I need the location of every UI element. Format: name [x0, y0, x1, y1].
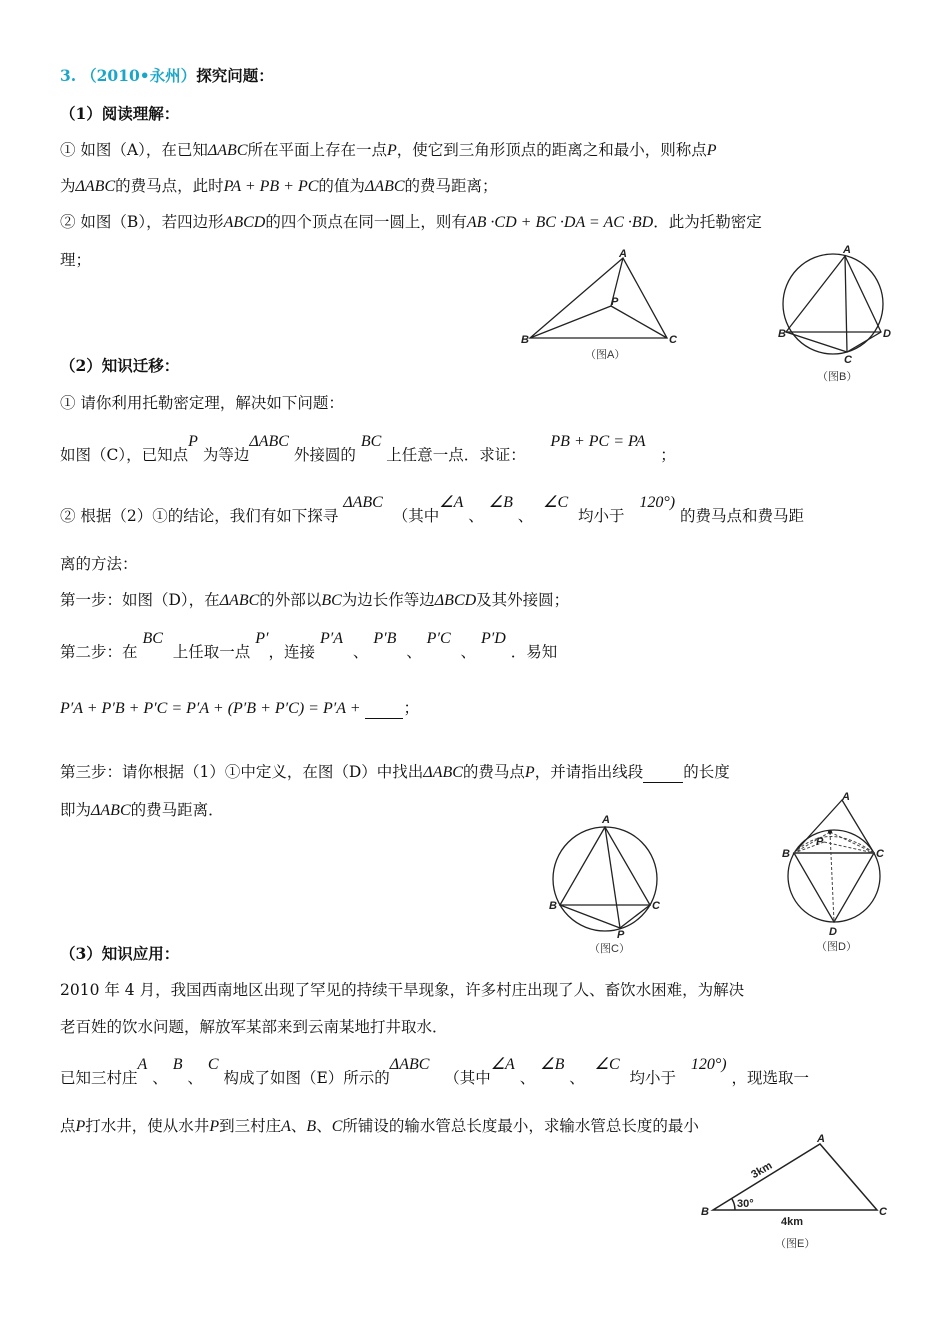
figure-c-label-c: C: [652, 900, 660, 912]
figure-e-label-b: B: [701, 1206, 709, 1218]
section1-line4: 理；: [60, 251, 92, 269]
section2-heading: （2）知识迁移：: [60, 356, 180, 375]
problem-header: [60, 66, 274, 86]
problem-number: 3.: [60, 66, 77, 85]
figure-c-label-a: A: [602, 814, 610, 826]
figure-d-triangle-abc: [794, 800, 874, 853]
section2-equation: P′A + P′B + P′C = P′A + (P′B + P′C) = P′A + ；: [60, 699, 419, 717]
section2-q2: 如图（C），已知点P 为等边ΔABC 外接圆的 BC 上任意一点．求证： PB + PC = PA ；: [60, 433, 676, 464]
figure-d-label-b: B: [782, 848, 790, 860]
figure-d-caption: （图D）: [816, 941, 857, 953]
section3-p2: 老百姓的饮水问题，解放军某部来到云南某地打井取水．: [60, 1018, 448, 1036]
figure-b-quadrilateral: [786, 256, 881, 352]
figure-c-label-p: P: [617, 929, 625, 941]
figure-b-label-d: D: [883, 328, 891, 340]
figure-a-label-b: B: [521, 334, 529, 346]
section1-heading: （1）阅读理解：: [60, 104, 180, 123]
figure-b-label-b: B: [778, 328, 786, 340]
section1-line1: ① 如图（A），在已知ΔABC所在平面上存在一点P，使它到三角形顶点的距离之和最小，则称点P: [60, 141, 717, 159]
figure-d-triangle-bcd: [794, 853, 874, 922]
section1-line2: 为ΔABC的费马点，此时PA + PB + PC的值为ΔABC的费马距离；: [60, 177, 498, 195]
figure-d-label-c: C: [876, 848, 884, 860]
figure-a-segment-pb: [530, 306, 611, 338]
figure-a-label-a: A: [619, 248, 627, 260]
figure-a-label-p: P: [611, 296, 619, 308]
figure-d: [778, 790, 898, 960]
figure-c: [545, 806, 670, 956]
section2-q3: ② 根据（2）①的结论，我们有如下探寻 ΔABC （其中∠A 、 ∠B 、 ∠C 均小于 120°) 的费马点和费马距: [60, 494, 805, 525]
figure-c-segment-pc: [620, 905, 650, 928]
figure-c-caption: （图C）: [589, 943, 630, 955]
figure-e-label-c: C: [879, 1206, 887, 1218]
figure-e: [695, 1130, 895, 1255]
section3-heading: （3）知识应用：: [60, 944, 180, 963]
section2-q4: 离的方法：: [60, 555, 138, 573]
figure-c-label-b: B: [549, 900, 557, 912]
section3-p3: 已知三村庄A 、 B 、 C 构成了如图（E）所示的ΔABC （其中∠A 、 ∠B 、 ∠C 均小于 120°) ，现选取一: [60, 1056, 810, 1087]
section1-line3: ② 如图（B），若四边形ABCD的四个顶点在同一圆上，则有AB ·CD + BC ·DA = AC ·BD．此为托勒密定: [60, 213, 762, 231]
figure-b-label-c: C: [844, 354, 852, 366]
answer-blank-1[interactable]: [365, 698, 403, 719]
figure-b: [775, 242, 895, 387]
figure-a-caption: （图A）: [585, 349, 626, 361]
figure-d-point-p: [828, 830, 832, 834]
problem-source: （2010•永州）: [81, 66, 197, 85]
figure-d-label-a: A: [842, 791, 850, 803]
figure-c-segment-pa: [605, 827, 620, 928]
figure-b-caption: （图B）: [817, 371, 858, 383]
problem-title: 探究问题：: [196, 66, 274, 85]
figure-e-angle-arc: [732, 1199, 735, 1210]
section2-step3: 第三步：请你根据（1）①中定义，在图（D）中找出ΔABC的费马点P，并请指出线段 的长度: [60, 763, 730, 781]
figure-c-triangle: [560, 827, 650, 905]
figure-b-label-a: A: [843, 244, 851, 256]
section2-q1: ① 请你利用托勒密定理，解决如下问题：: [60, 394, 344, 412]
figure-e-side-bc: 4km: [781, 1216, 804, 1228]
figure-a-label-c: C: [669, 334, 677, 346]
section2-step3-cont: 即为ΔABC的费马距离．: [60, 801, 224, 819]
section2-step2: 第二步：在 BC 上任取一点 P′，连接 P′A 、 P′B 、 P′C 、 P′D ．易知: [60, 630, 558, 661]
section2-step1: 第一步：如图（D），在ΔABC的外部以BC为边长作等边ΔBCD及其外接圆；: [60, 591, 570, 609]
figure-a: [515, 248, 685, 363]
section3-p1: 2010 年 4 月，我国西南地区出现了罕见的持续干旱现象，许多村庄出现了人、畜饮水困难，为解决: [60, 981, 745, 999]
figure-e-label-a: A: [817, 1133, 825, 1145]
figure-d-label-p: P: [816, 836, 824, 848]
figure-e-angle-b: 30°: [737, 1198, 754, 1210]
figure-d-label-d: D: [829, 926, 837, 938]
answer-blank-2[interactable]: [643, 762, 683, 783]
figure-b-diagonal-ac: [845, 256, 847, 352]
section3-p4: 点P打水井，使从水井P到三村庄A、B、C所铺设的输水管总长度最小，求输水管总长度的最小: [60, 1117, 699, 1135]
figure-e-side-ab: 3km: [749, 1159, 775, 1182]
figure-e-caption: （图E）: [775, 1238, 816, 1250]
figure-d-segment-pd: [830, 832, 834, 922]
figure-c-circle: [553, 827, 657, 931]
